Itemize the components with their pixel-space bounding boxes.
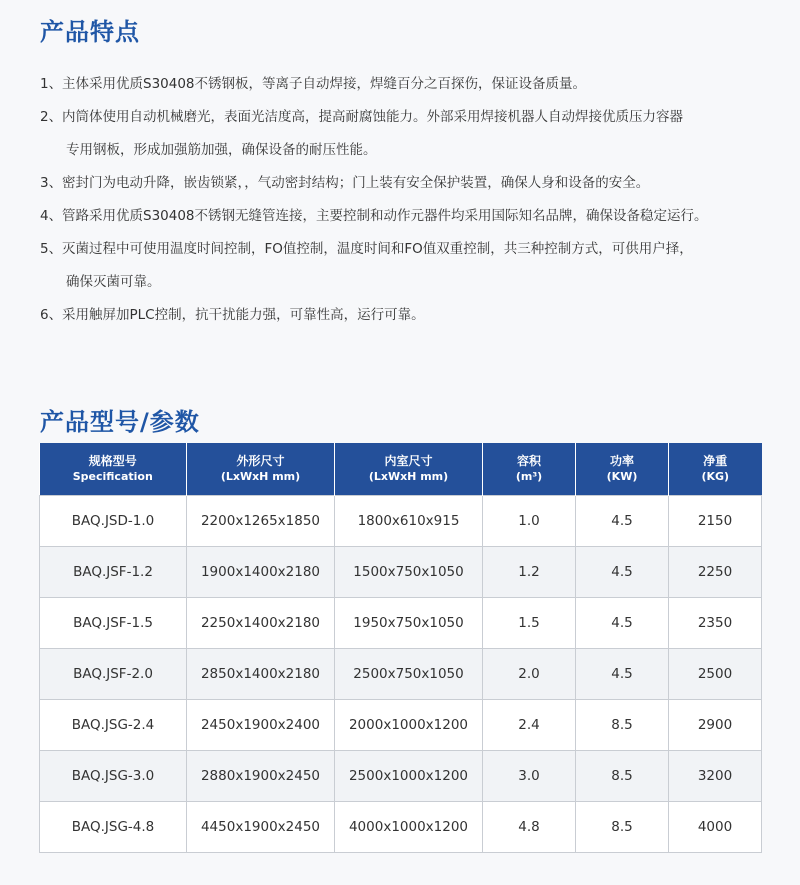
feature-item: [40, 167, 780, 200]
feature-text: 管路采用优质S30408不锈钢无缝管连接，主要控制和动作元器件均采用国际知名品牌，确保设备稳定运行。: [62, 208, 708, 224]
cell-outer-size: 1900x1400x2180: [187, 547, 335, 598]
feature-text: 专用钢板，形成加强筋加强，确保设备的耐压性能。: [66, 142, 377, 158]
feature-number: 2、: [40, 109, 63, 125]
cell-model: BAQ.JSF-2.0: [40, 649, 187, 700]
cell-inner-size: 4000x1000x1200: [335, 802, 483, 853]
cell-volume: 3.0: [483, 751, 576, 802]
cell-outer-size: 4450x1900x2450: [187, 802, 335, 853]
feature-text: 内筒体使用自动机械磨光，表面光洁度高，提高耐腐蚀能力。外部采用焊接机器人自动焊接优质压力容器: [62, 109, 683, 125]
cell-power: 4.5: [576, 598, 669, 649]
cell-weight: 3200: [669, 751, 762, 802]
feature-text: 采用触屏加PLC控制，抗干扰能力强，可靠性高，运行可靠。: [62, 307, 425, 323]
spec-table: [39, 443, 762, 853]
spec-title: 产品型号/参数: [40, 408, 200, 436]
cell-power: 4.5: [576, 547, 669, 598]
header-weight: 净重 (KG): [669, 443, 762, 496]
spec-header-row: [40, 443, 762, 496]
cell-outer-size: 2200x1265x1850: [187, 496, 335, 547]
header-volume: 容积 (m³): [483, 443, 576, 496]
table-row: [40, 496, 762, 547]
cell-model: BAQ.JSG-3.0: [40, 751, 187, 802]
cell-model: BAQ.JSD-1.0: [40, 496, 187, 547]
cell-power: 8.5: [576, 802, 669, 853]
feature-item: [40, 233, 780, 299]
cell-outer-size: 2850x1400x2180: [187, 649, 335, 700]
cell-weight: 2250: [669, 547, 762, 598]
feature-text: 灭菌过程中可使用温度时间控制，FO值控制，温度时间和FO值双重控制，共三种控制方式，可供用户择，: [62, 241, 693, 257]
cell-volume: 4.8: [483, 802, 576, 853]
feature-item: [40, 101, 780, 167]
header-spec: 规格型号 Specification: [40, 443, 187, 496]
cell-weight: 2150: [669, 496, 762, 547]
cell-power: 4.5: [576, 496, 669, 547]
cell-inner-size: 2500x1000x1200: [335, 751, 483, 802]
cell-volume: 2.0: [483, 649, 576, 700]
cell-weight: 2900: [669, 700, 762, 751]
cell-inner-size: 2500x750x1050: [335, 649, 483, 700]
feature-text: 主体采用优质S30408不锈钢板，等离子自动焊接，焊缝百分之百探伤，保证设备质量。: [62, 76, 587, 92]
table-row: [40, 802, 762, 853]
cell-weight: 2350: [669, 598, 762, 649]
cell-power: 4.5: [576, 649, 669, 700]
feature-text: 密封门为电动升降，嵌齿锁紧，，气动密封结构；门上装有安全保护装置，确保人身和设备的安全。: [62, 175, 650, 191]
header-outer-size: 外形尺寸 (LxWxH mm): [187, 443, 335, 496]
cell-model: BAQ.JSF-1.5: [40, 598, 187, 649]
features-title: 产品特点: [40, 18, 140, 46]
cell-inner-size: 1800x610x915: [335, 496, 483, 547]
cell-volume: 1.0: [483, 496, 576, 547]
cell-model: BAQ.JSF-1.2: [40, 547, 187, 598]
table-row: [40, 751, 762, 802]
feature-number: 4、: [40, 208, 63, 224]
cell-outer-size: 2880x1900x2450: [187, 751, 335, 802]
table-row: [40, 547, 762, 598]
table-row: [40, 649, 762, 700]
features-list: [40, 68, 780, 332]
cell-volume: 1.5: [483, 598, 576, 649]
feature-text: 确保灭菌可靠。: [66, 274, 161, 290]
table-row: [40, 598, 762, 649]
feature-number: 6、: [40, 307, 63, 323]
table-row: [40, 700, 762, 751]
cell-power: 8.5: [576, 751, 669, 802]
cell-power: 8.5: [576, 700, 669, 751]
header-inner-size: 内室尺寸 (LxWxH mm): [335, 443, 483, 496]
cell-model: BAQ.JSG-4.8: [40, 802, 187, 853]
cell-outer-size: 2250x1400x2180: [187, 598, 335, 649]
cell-inner-size: 2000x1000x1200: [335, 700, 483, 751]
cell-weight: 4000: [669, 802, 762, 853]
header-power: 功率 (KW): [576, 443, 669, 496]
feature-number: 1、: [40, 76, 63, 92]
feature-item: [40, 299, 780, 332]
cell-outer-size: 2450x1900x2400: [187, 700, 335, 751]
cell-model: BAQ.JSG-2.4: [40, 700, 187, 751]
feature-item: [40, 68, 780, 101]
cell-inner-size: 1950x750x1050: [335, 598, 483, 649]
feature-number: 5、: [40, 241, 63, 257]
feature-item: [40, 200, 780, 233]
feature-number: 3、: [40, 175, 63, 191]
cell-inner-size: 1500x750x1050: [335, 547, 483, 598]
cell-weight: 2500: [669, 649, 762, 700]
cell-volume: 2.4: [483, 700, 576, 751]
cell-volume: 1.2: [483, 547, 576, 598]
